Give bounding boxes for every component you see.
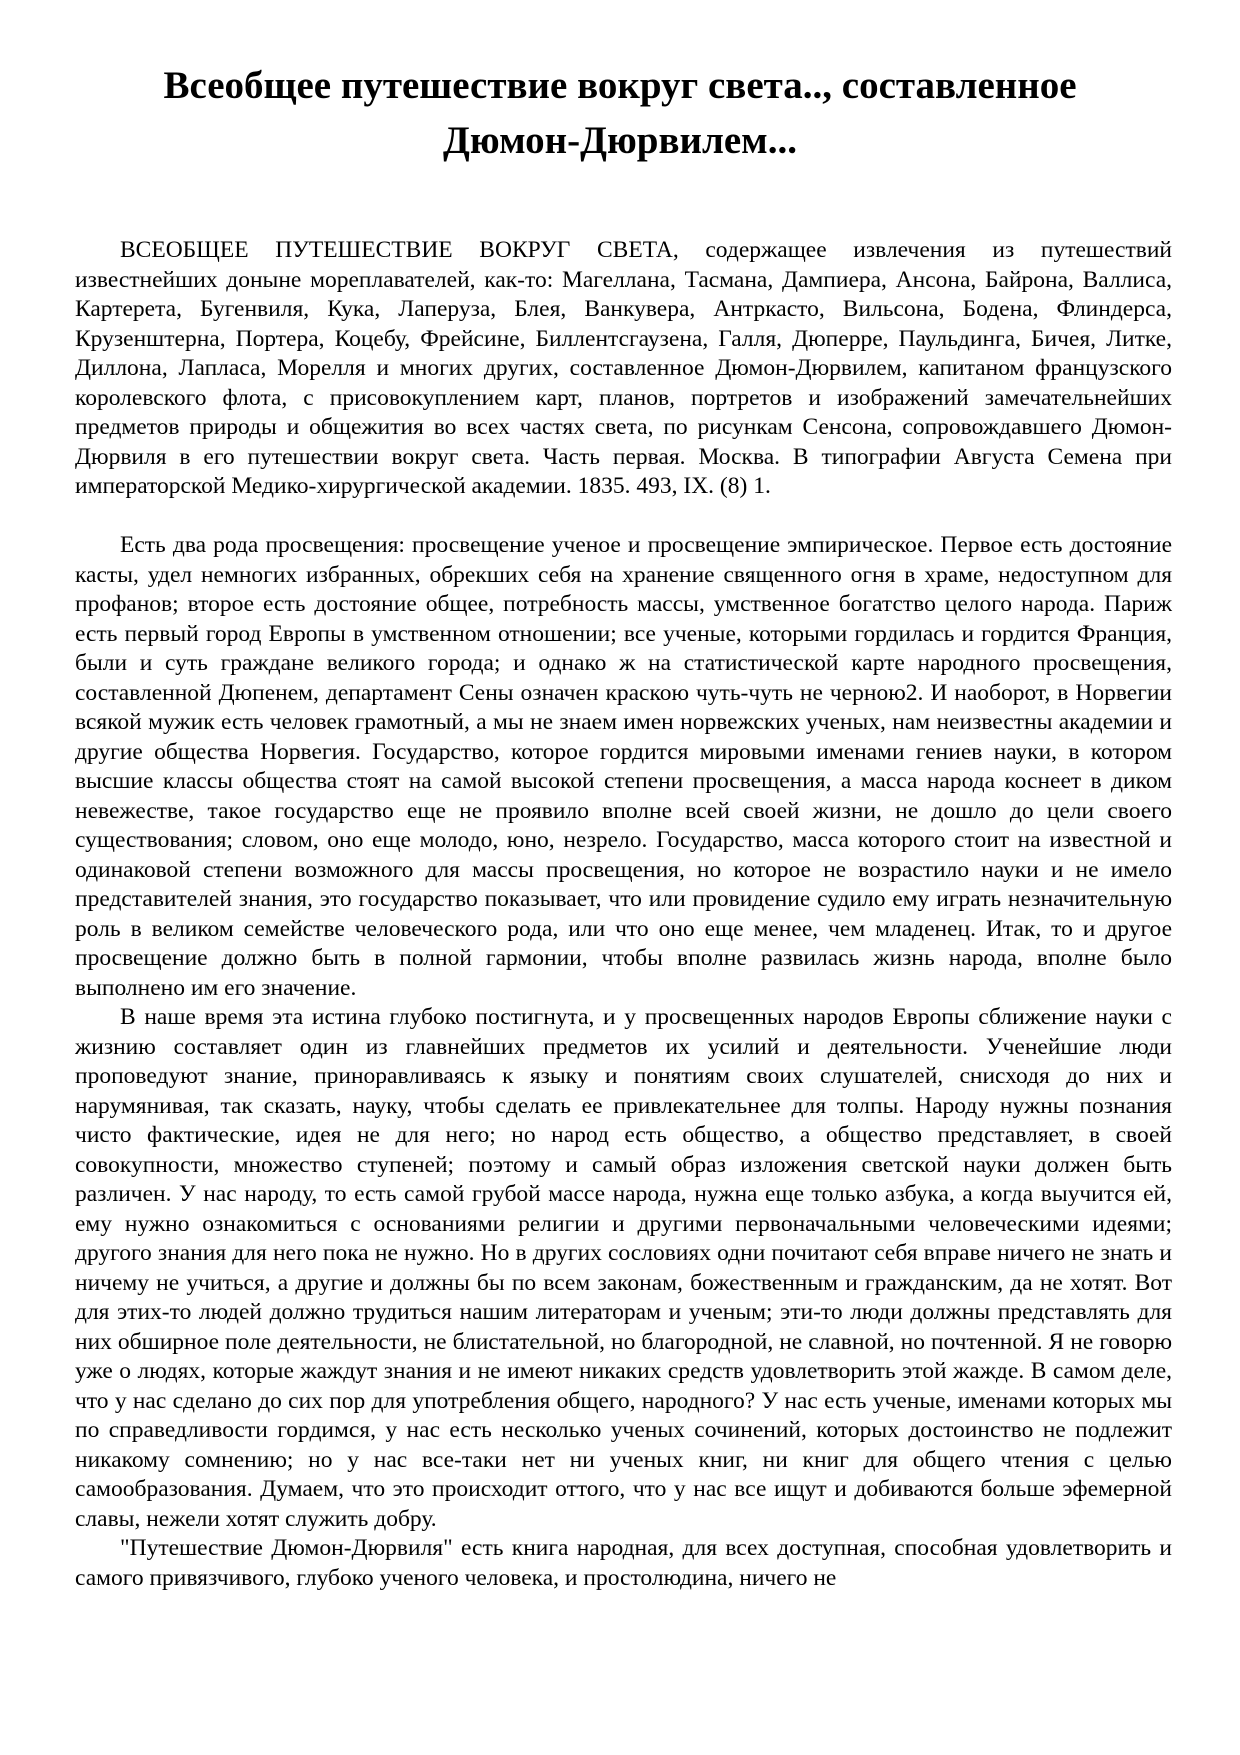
body-paragraph: Есть два рода просвещения: просвещение ученое и просвещение эмпирическое. Первое есть достояние касты, удел немногих избранных, обрекших себя на хранение священного огня в храме, недоступном для профанов; второе есть достояние общее, потребность массы, умственное богатство целого народа. Париж есть первый город Европы в умственном отношении; все ученые, которыми гордилась и гордится Франция, были и суть граждане великого города; и однако ж на статистической карте народного просвещения, составленной Дюпенем, департамент Сены означен краскою чуть-чуть не черною2. И наоборот, в Норвегии всякой мужик есть человек грамотный, а мы не знаем имен норвежских ученых, нам неизвестны академии и другие общества Норвегия. Государство, которое гордится мировыми именами гениев науки, в котором высшие классы общества стоят на самой высокой степени просвещения, а масса народа коснеет в диком невежестве, такое государство еще не проявило вполне всей своей жизни, не дошло до цели своего существования; словом, оно еще молодо, юно, незрело. Государство, масса которого стоит на известной и одинаковой степени возможного для массы просвещения, но которое не возрастило науки и не имело представителей знания, это государство показывает, что или провидение судило ему играть незначительную роль в великом семействе человеческого рода, или что оно еще менее, чем младенец. Итак, то и другое просвещение должно быть в полной гармонии, чтобы вполне развилась жизнь народа, вполне было выполнено им его значение. (75, 532, 1172, 1001)
body-paragraph: В наше время эта истина глубоко постигнута, и у просвещенных народов Европы сближение науки с жизнию составляет один из главнейших предметов их усилий и деятельности. Ученейшие люди проповедуют знание, приноравливаясь к языку и понятиям своих слушателей, снисходя до них и нарумянивая, так сказать, науку, чтобы сделать ее привлекательнее для толпы. Народу нужны познания чисто фактические, идея не для него; но народ есть общество, а общество представляет, в своей совокупности, множество ступеней; поэтому и самый образ изложения светской науки должен быть различен. У нас народу, то есть самой грубой массе народа, нужна еще только азбука, а когда выучится ей, ему нужно ознакомиться с основаниями религии и другими первоначальными человеческими идеями; другого знания для него пока не нужно. Но в других сословиях одни почитают себя вправе ничего не знать и ничему не учиться, а другие и должны бы по всем законам, божественным и гражданским, да не хотят. Вот для этих-то людей должно трудиться нашим литераторам и ученым; эти-то люди должны представлять для них обширное поле деятельности, не блистательной, но благородной, не славной, но почтенной. Я не говорю уже о людях, которые жаждут знания и не имеют никаких средств удовлетворить этой жажде. В самом деле, что у нас сделано до сих пор для употребления общего, народного? У нас есть ученые, именами которых мы по справедливости гордимся, у нас есть несколько ученых сочинений, которых достоинство не подлежит никакому сомнению; но у нас все-таки нет ни ученых книг, ни книг для общего чтения с целью самообразования. Думаем, что это происходит оттого, что у нас все ищут и добиваются больше эфемерной славы, нежели хотят служить добру. (75, 1004, 1172, 1532)
body-paragraph: "Путешествие Дюмон-Дюрвиля" есть книга народная, для всех доступная, способная удовлетворить и самого привязчивого, глубоко ученого человека, и простолюдина, ничего не (75, 1535, 1172, 1591)
article-body (75, 236, 1172, 1593)
page-title: Всеобщее путешествие вокруг света.., составленное Дюмон-Дюрвилем... (163, 64, 1077, 162)
bibliographic-paragraph: ВСЕОБЩЕЕ ПУТЕШЕСТВИЕ ВОКРУГ СВЕТА, содержащее извлечения из путешествий известнейших доныне мореплавателей, как-то: Магеллана, Тасмана, Дампиера, Ансона, Байрона, Валлиса, Картерета, Бугенвиля, Кука, Лаперуза, Блея, Ванкувера, Антркасто, Вильсона, Бодена, Флиндерса, Крузенштерна, Портера, Коцебу, Фрейсине, Биллентсгаузена, Галля, Дюперре, Паульдинга, Бичея, Литке, Диллона, Лапласа, Морелля и многих других, составленное Дюмон-Дюрвилем, капитаном французского королевского флота, с присовокуплением карт, планов, портретов и изображений замечательнейших предметов природы и общежития во всех частях света, по рисункам Сенсона, сопровождавшего Дюмон-Дюрвиля в его путешествии вокруг света. Часть первая. Москва. В типографии Августа Семена при императорской Медико-хирургической академии. 1835. 493, IX. (8) 1. (75, 237, 1172, 499)
